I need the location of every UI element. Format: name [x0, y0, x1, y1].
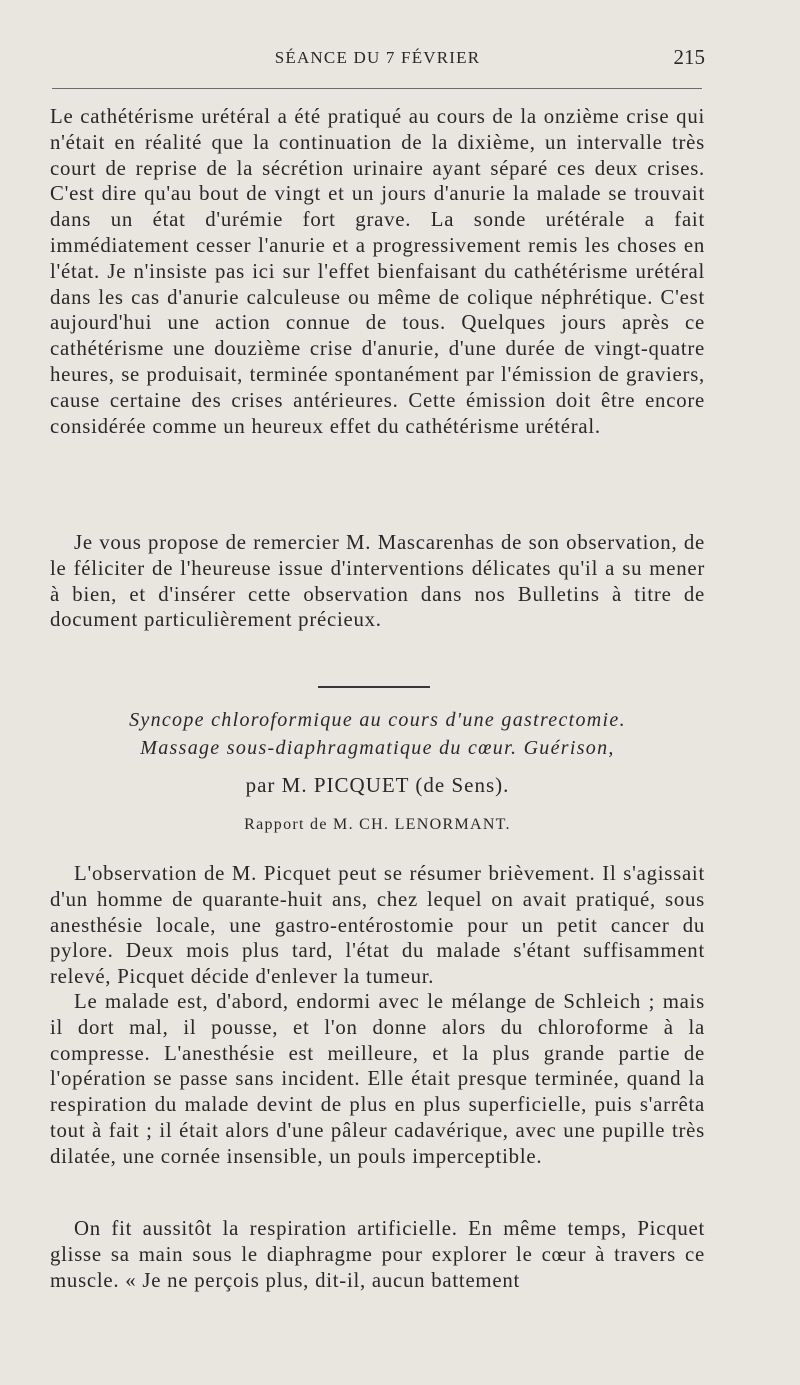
paragraph-resuscitation: On fit aussitôt la respiration artificielle. En même temps, Picquet glisse sa main sous le diaphragme pour explorer le cœur à travers ce muscle. « Je ne perçois plus, dit-il, aucun battement: [50, 1217, 705, 1292]
section-separator: [318, 686, 430, 688]
header-rule: [52, 88, 702, 89]
paragraph-anesthesia: Le malade est, d'abord, endormi avec le mélange de Schleich ; mais il dort mal, il pousse, et l'on donne alors du chloroforme à la compresse. L'anesthésie est meilleure, et la plus grande partie de l'opération se passe sans incident. Elle était presque terminée, quand la respiration du malade devint de plus en plus superficielle, puis s'arrêta tout à fait ; il était alors d'une pâleur cadavérique, avec une pupille très dilatée, une cornée insensible, un pouls imperceptible.: [50, 990, 705, 1168]
report-author: Rapport de M. CH. LENORMANT.: [244, 816, 511, 833]
article-byline: par M. PICQUET (de Sens).: [245, 773, 510, 797]
running-title: SÉANCE DU 7 FÉVRIER: [274, 48, 481, 67]
paragraph-cathetherism: Le cathétérisme urétéral a été pratiqué au cours de la onzième crise qui n'était en réalité que la continuation de la dixième, un intervalle très court de reprise de la sécrétion urinaire ayant séparé ces deux crises. C'est dire qu'au bout de vingt et un jours d'anurie la malade se trouvait dans un état d'urémie fort grave. La sonde urétérale a fait immédiatement cesser l'anurie et a progressivement remis les choses en l'état. Je n'insiste pas ici sur l'effet bienfaisant du cathétérisme urétéral dans les cas d'anurie calculeuse ou même de colique néphrétique. C'est aujourd'hui une action connue de tous. Quelques jours après ce cathétérisme une douzième crise d'anurie, d'une durée de vingt-quatre heures, se produisait, terminée spontanément par l'émission de graviers, cause certaine des crises antérieures. Cette émission doit être encore considérée comme un heureux effet du cathétérisme urétéral.: [50, 105, 705, 438]
page-header: [50, 44, 705, 74]
page-number: 215: [673, 45, 705, 69]
article-title-line-2: Massage sous-diaphragmatique du cœur. Guérison,: [140, 737, 615, 759]
paragraph-observation: L'observation de M. Picquet peut se résumer brièvement. Il s'agissait d'un homme de quarante-huit ans, chez lequel on avait pratiqué, sous anesthésie locale, une gastro-entérostomie pour un petit cancer du pylore. Deux mois plus tard, l'état du malade s'étant suffisamment relevé, Picquet décide d'enlever la tumeur.: [50, 862, 705, 989]
paragraph-conclusion: Je vous propose de remercier M. Mascarenhas de son observation, de le féliciter de l'heureuse issue d'interventions délicates qu'il a su mener à bien, et d'insérer cette observation dans nos Bulletins à titre de document particulièrement précieux.: [50, 531, 705, 632]
article-title-line-1: Syncope chloroformique au cours d'une gastrectomie.: [129, 709, 626, 731]
